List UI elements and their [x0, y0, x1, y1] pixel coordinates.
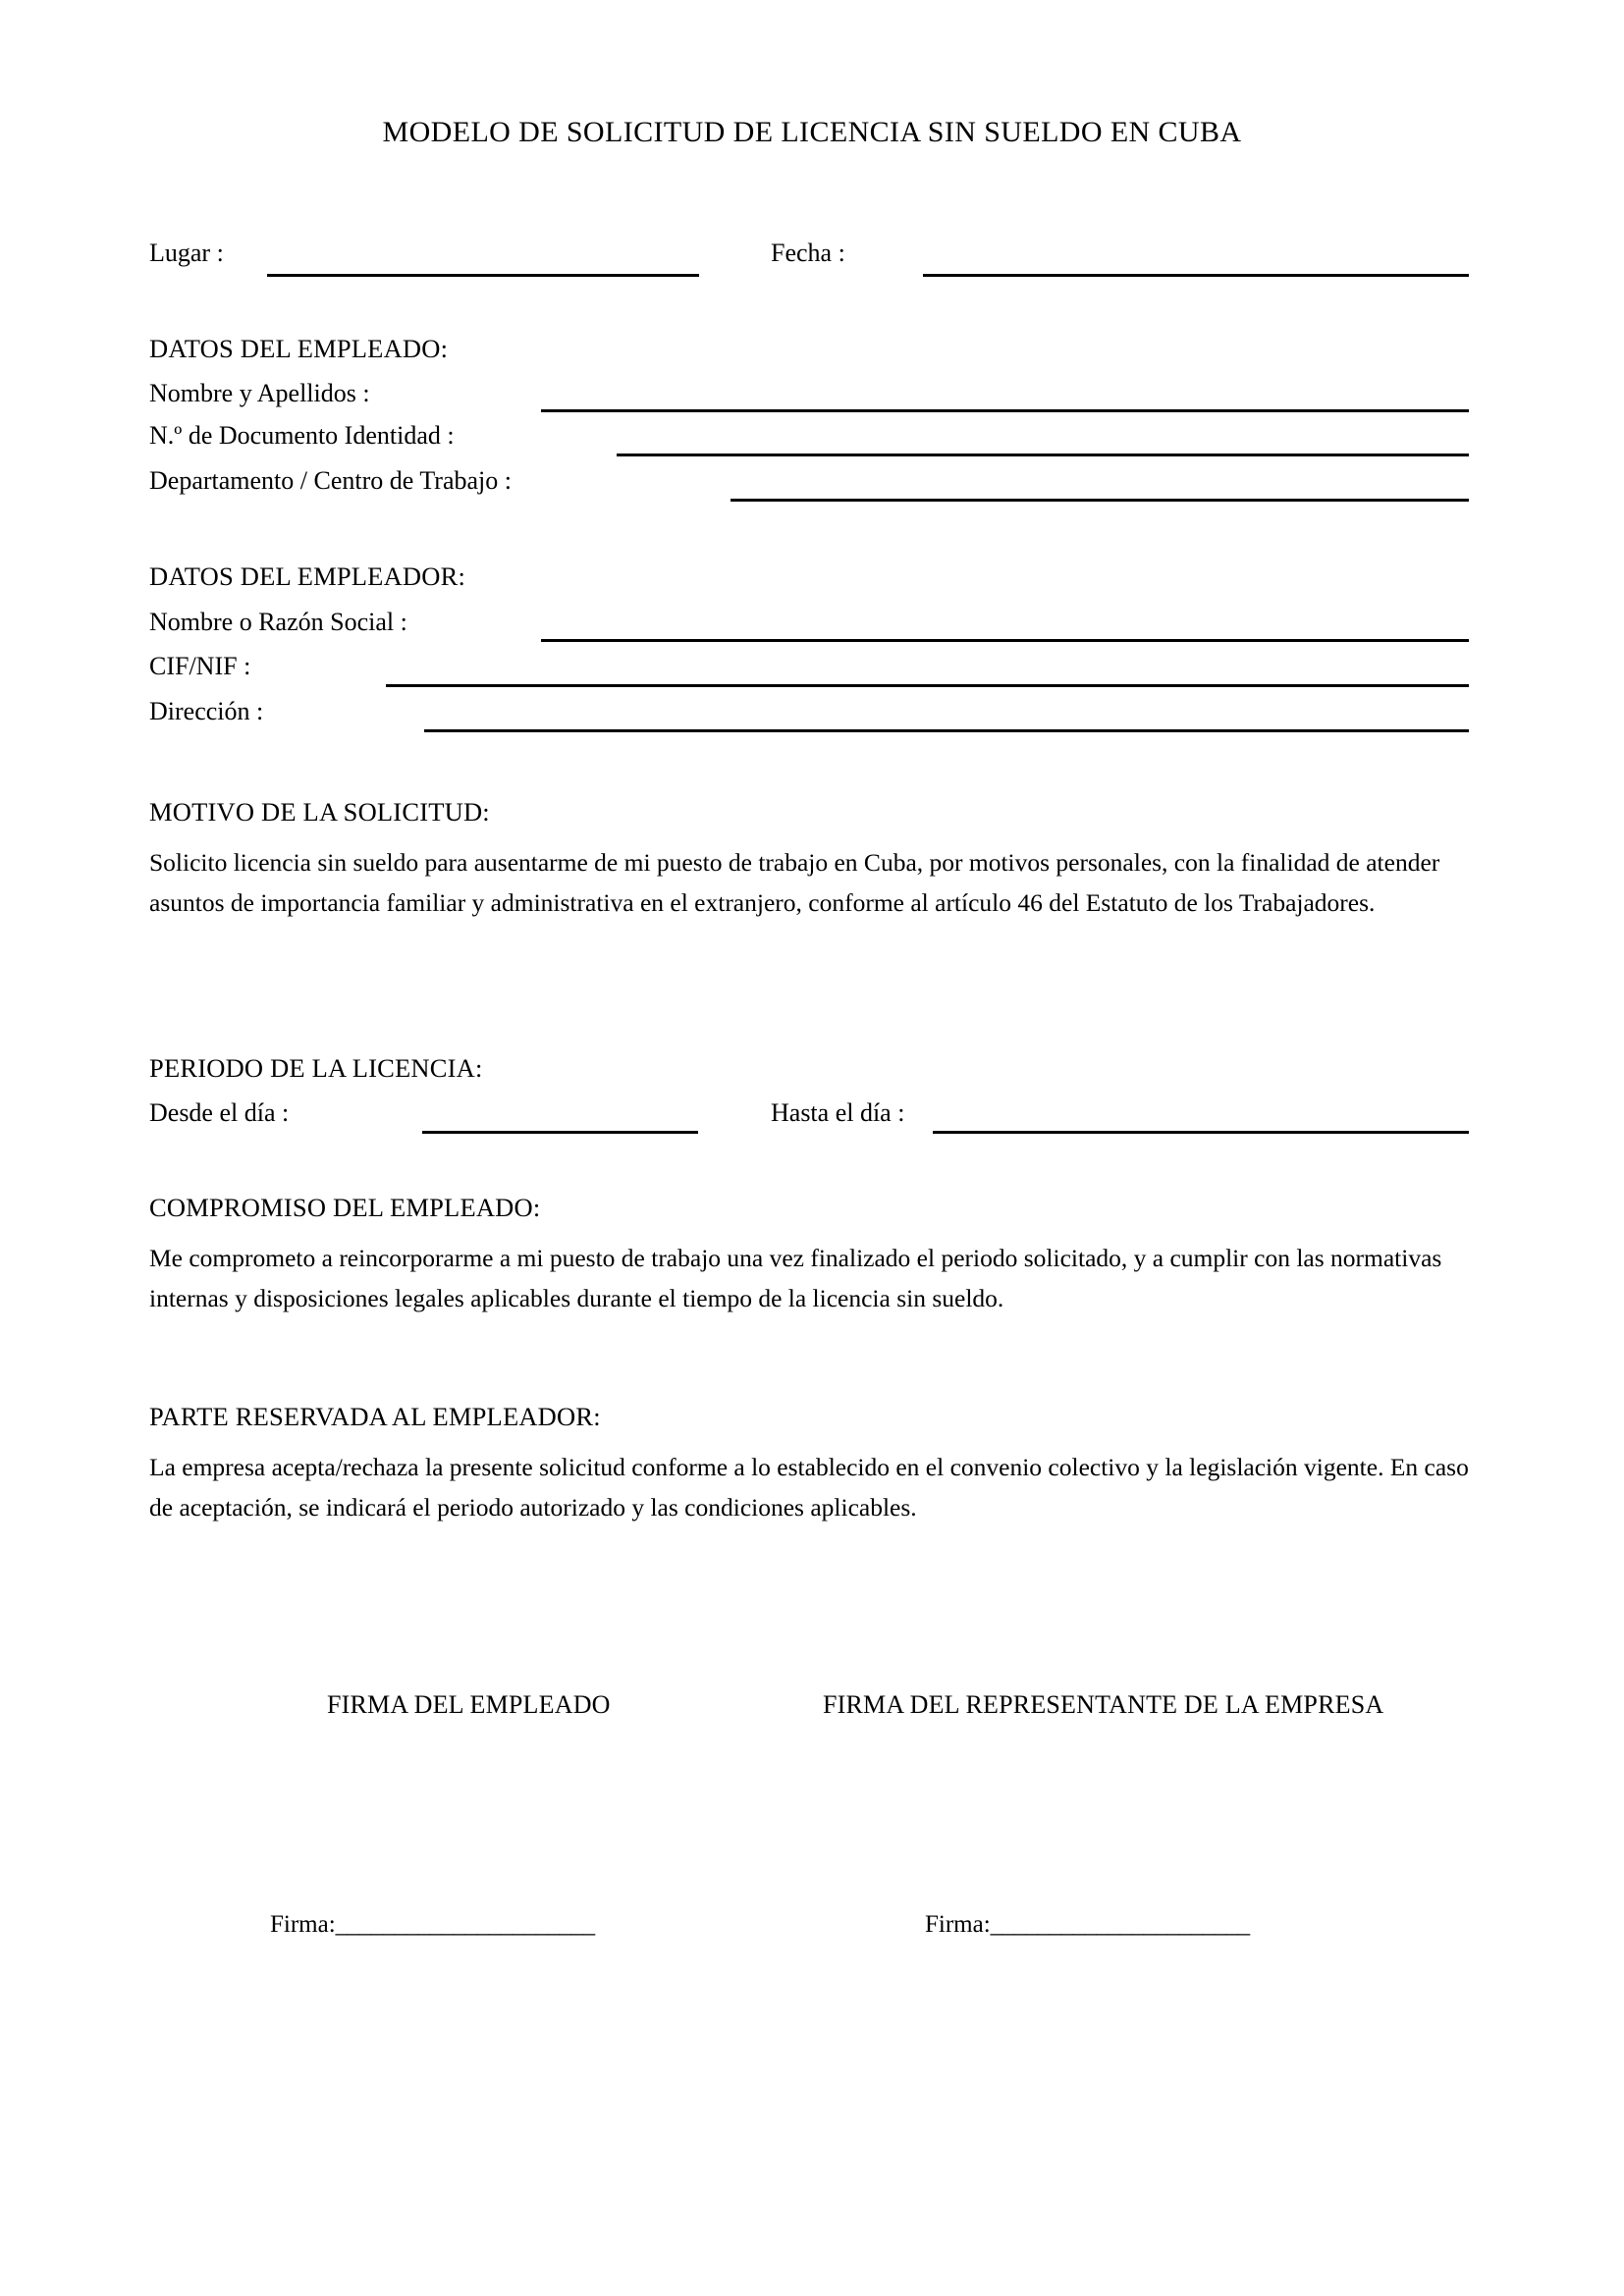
employer-address-input-line[interactable] [424, 729, 1469, 732]
period-to-input-line[interactable] [933, 1131, 1469, 1134]
employer-section-heading: DATOS DEL EMPLEADOR: [149, 561, 466, 591]
lugar-label: Lugar : [149, 239, 224, 267]
page-title: MODELO DE SOLICITUD DE LICENCIA SIN SUELDO EN CUBA [382, 116, 1242, 148]
employer-name-input-line[interactable] [541, 639, 1469, 642]
commitment-section-heading: COMPROMISO DEL EMPLEADO: [149, 1193, 541, 1222]
employer-address-label: Dirección : [149, 697, 264, 725]
employer-name-label: Nombre o Razón Social : [149, 608, 407, 636]
company-signature-heading: FIRMA DEL REPRESENTANTE DE LA EMPRESA [823, 1690, 1384, 1719]
lugar-input-line[interactable] [267, 274, 699, 277]
employee-id-input-line[interactable] [617, 454, 1469, 456]
motive-section-heading: MOTIVO DE LA SOLICITUD: [149, 797, 490, 827]
employee-firma-block[interactable] [270, 1911, 595, 1939]
employee-department-label: Departamento / Centro de Trabajo : [149, 466, 512, 495]
employee-signature-heading: FIRMA DEL EMPLEADO [327, 1690, 611, 1719]
motive-section-body: Solicito licencia sin sueldo para ausentarme de mi puesto de trabajo en Cuba, por motivos personales, con la finalidad de atender asuntos de importancia familiar y administrativa en el extranjero, conforme al artículo 46 del Estatuto de los Trabajadores. [149, 848, 1440, 917]
employer-cif-label: CIF/NIF : [149, 652, 251, 680]
commitment-section-body: Me comprometo a reincorporarme a mi puesto de trabajo una vez finalizado el periodo solicitado, y a cumplir con las normativas internas y disposiciones legales aplicables durante el tiempo de la licencia sin sueldo. [149, 1244, 1442, 1312]
company-firma-label: Firma: [925, 1911, 991, 1938]
employee-department-input-line[interactable] [731, 499, 1469, 502]
period-from-label: Desde el día : [149, 1098, 290, 1127]
employer-reserved-section-heading: PARTE RESERVADA AL EMPLEADOR: [149, 1402, 601, 1431]
employee-name-label: Nombre y Apellidos : [149, 379, 370, 407]
employer-cif-input-line[interactable] [386, 684, 1469, 687]
employee-section-heading: DATOS DEL EMPLEADO: [149, 334, 449, 363]
fecha-input-line[interactable] [923, 274, 1469, 277]
employee-id-label: N.º de Documento Identidad : [149, 421, 455, 450]
employer-reserved-section-body: La empresa acepta/rechaza la presente solicitud conforme a lo establecido en el convenio colectivo y la legislación vigente. En caso de aceptación, se indicará el periodo autorizado y las condiciones aplicables. [149, 1453, 1469, 1522]
company-firma-underscore[interactable]: ______________________ [990, 1911, 1250, 1938]
period-section-heading: PERIODO DE LA LICENCIA: [149, 1053, 483, 1083]
company-firma-block[interactable] [925, 1911, 1250, 1939]
employee-firma-underscore[interactable]: ______________________ [335, 1911, 595, 1938]
employee-name-input-line[interactable] [541, 409, 1469, 412]
employee-firma-label: Firma: [270, 1911, 336, 1938]
period-from-input-line[interactable] [422, 1131, 698, 1134]
fecha-label: Fecha : [771, 239, 845, 267]
period-to-label: Hasta el día : [771, 1098, 905, 1127]
